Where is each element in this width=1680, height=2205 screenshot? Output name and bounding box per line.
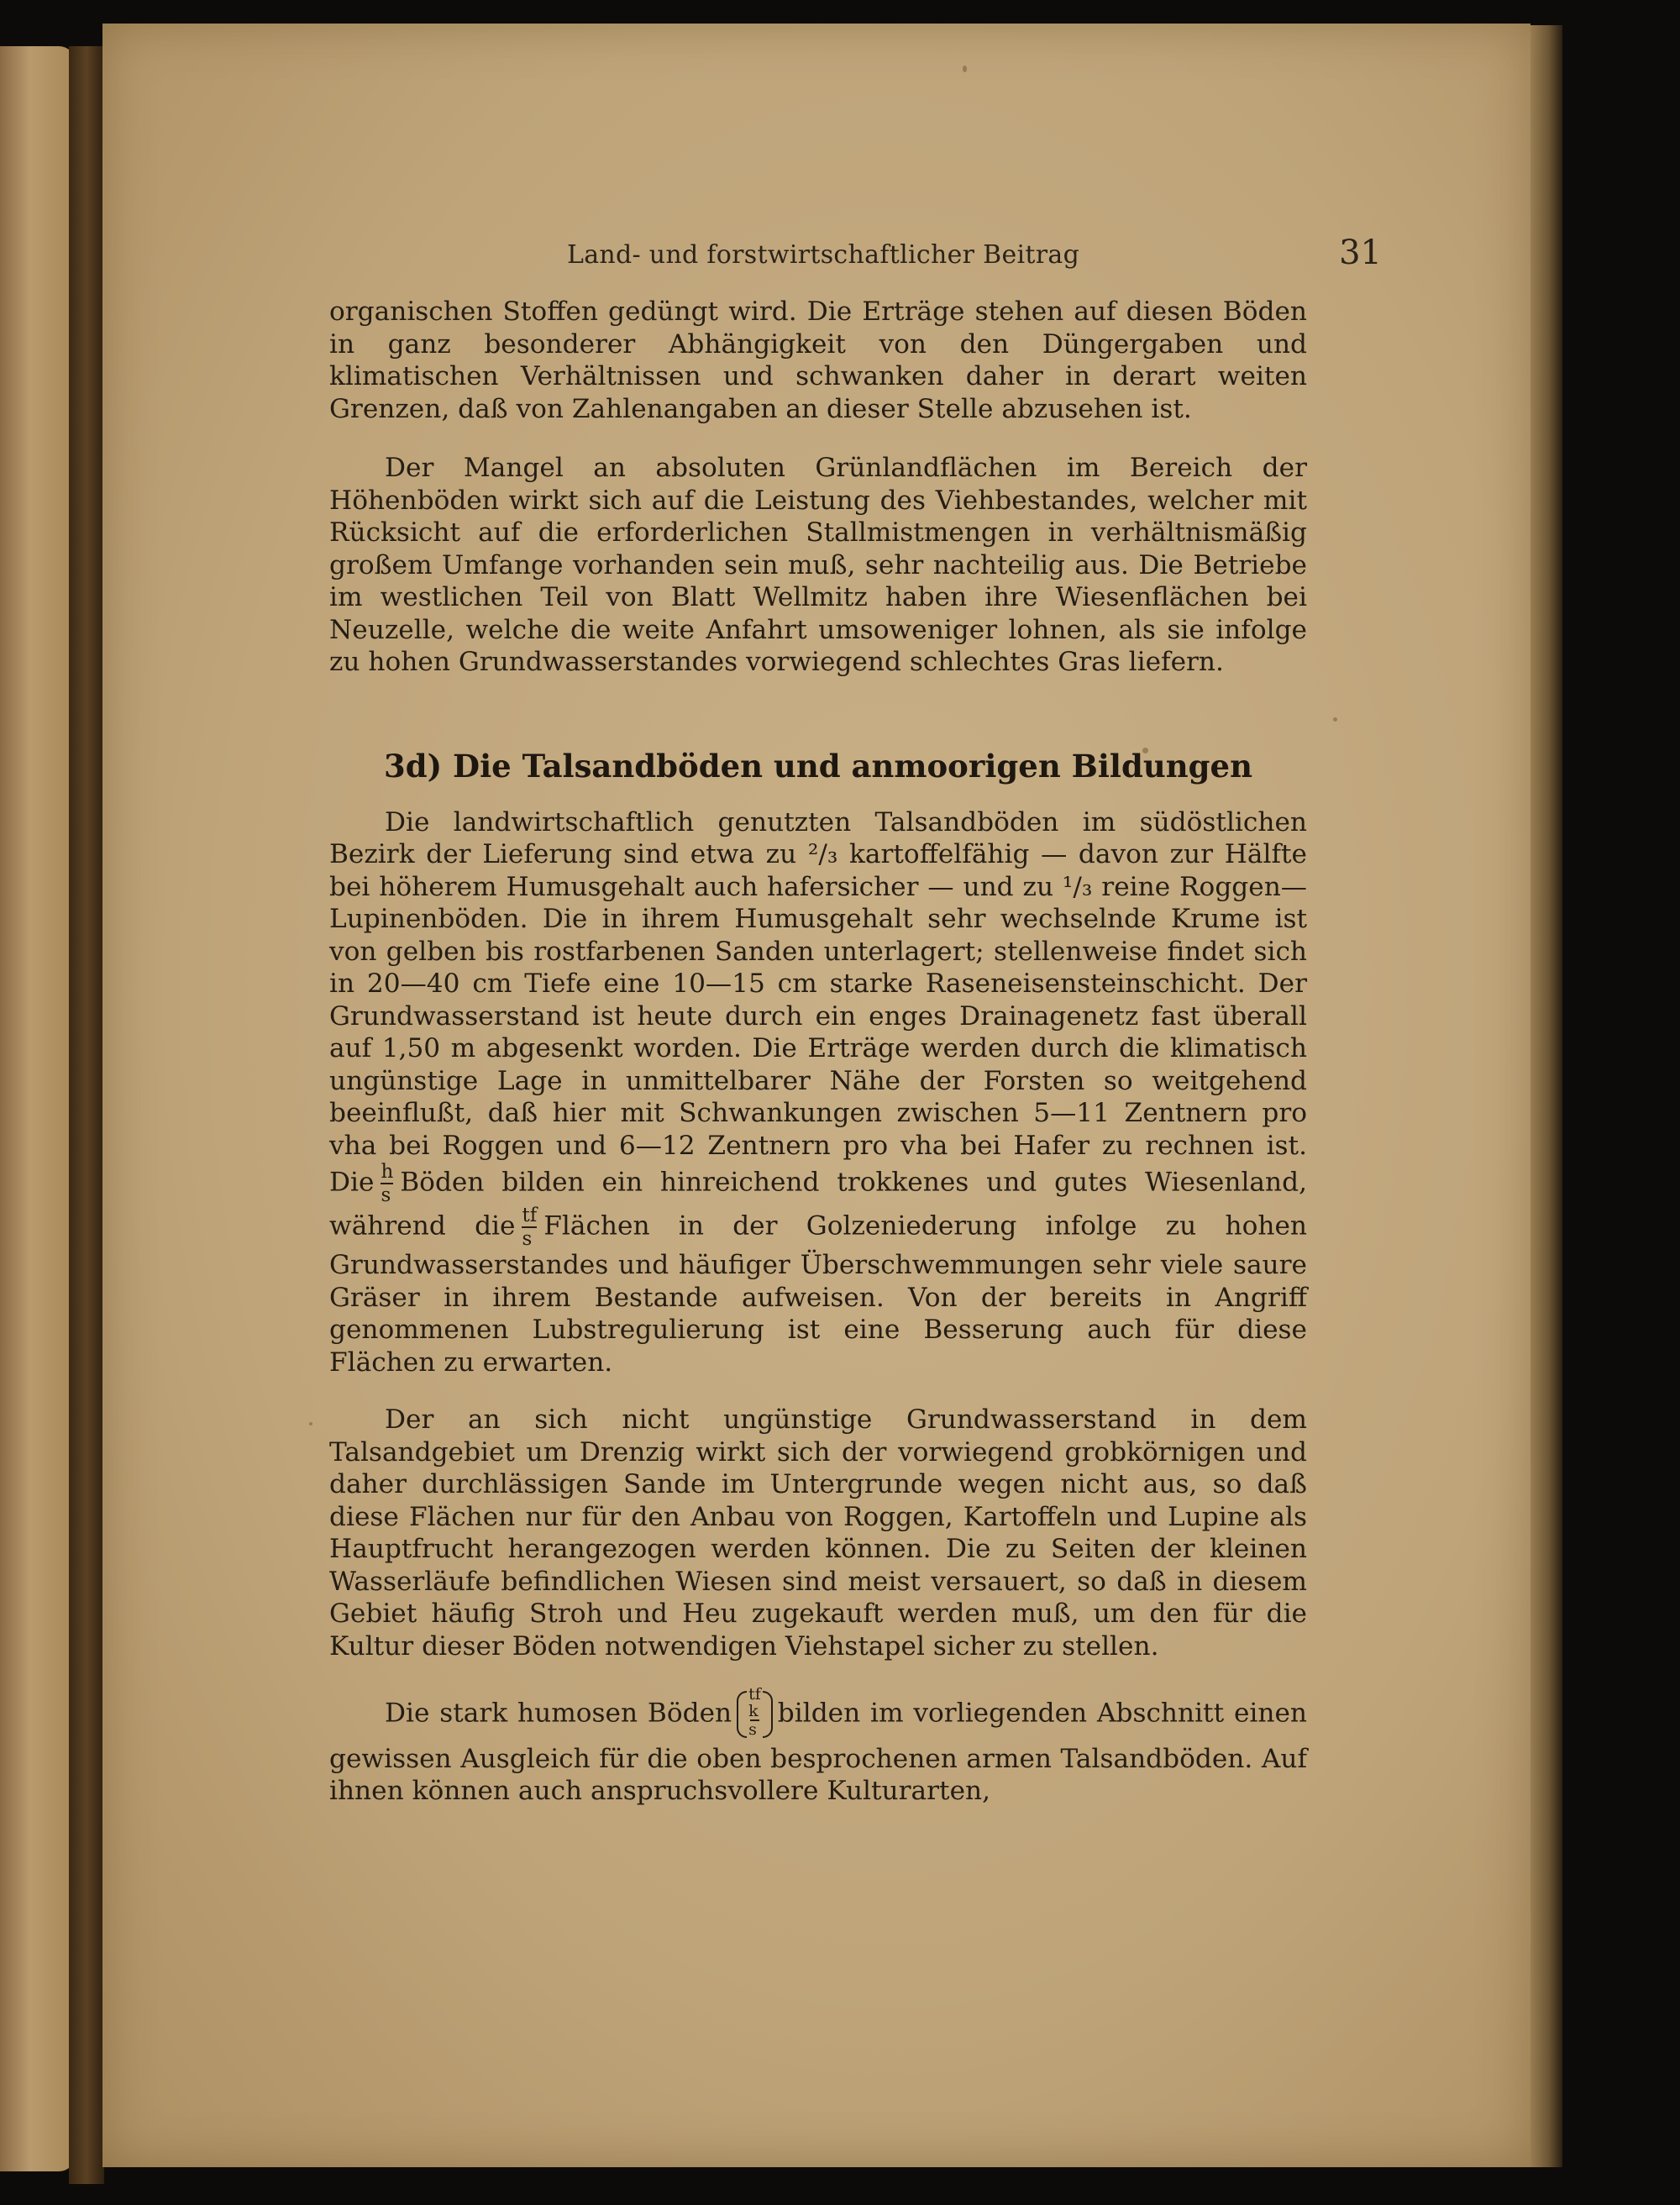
left-parenthesis xyxy=(737,1691,747,1738)
formula-top: tf xyxy=(748,1685,761,1704)
section-heading: 3d) Die Talsandböden und anmoorigen Bildungen xyxy=(384,747,1252,785)
left-page-edge xyxy=(0,46,76,2171)
paragraph-drenzig: Der an sich nicht ungünstige Grundwasserstand in dem Talsandgebiet um Drenzig wirkt sich der vorwiegend grobkörnigen und daher durchlässigen Sande im Untergrunde wegen nicht aus, so daß diese Flächen nur für den Anbau von Roggen, Kartoffeln und Lupine als Hauptfrucht herangezogen werden können. Die zu Seiten der kleinen Wasserläufe befindlichen Wiesen sind meist versauert, so daß in diesem Gebiet häufig Stroh und Heu zugekauft werden muß, um den für die Kultur dieser Böden notwendigen Viehstapel sicher zu stellen. xyxy=(329,1404,1307,1662)
soil-fraction-tf-s xyxy=(522,1205,537,1249)
paper-speck xyxy=(309,1422,312,1425)
fraction-denominator: s xyxy=(381,1184,391,1206)
paragraph-talsand-text: Die landwirtschaftlich genutzten Talsandböden im südöstlichen Bezirk der Lieferung sind etwa zu ²/₃ kartoffelfähig — davon zur Hälfte bei höherem Humusgehalt auch hafersicher — und zu ¹/₃ reine Roggen—Lupinenböden. Die in ihrem Humusgehalt sehr wechselnde Krume ist von gelben bis rostfarbenen Sanden unterlagert; stellenweise findet sich in 20—40 cm Tiefe eine 10—15 cm starke Raseneisensteinschicht. Der Grundwasserstand ist heute durch ein enges Drainagenetz fast überall auf 1,50 m abgesenkt worden. Die Erträge werden durch die klimatisch ungünstige Lage in unmittelbarer Nähe der Forsten so weitgehend beeinflußt, daß hier mit Schwankungen zwischen 5—11 Zentnern pro vha bei Roggen und 6—12 Zentnern pro vha bei Hafer zu rechnen ist. Die xyxy=(329,806,1307,1198)
page-header xyxy=(433,234,1382,276)
paragraph-continued: organischen Stoffen gedüngt wird. Die Erträge stehen auf diesen Böden in ganz besonderer Abhängigkeit von den Düngergaben und klimatischen Verhältnissen und schwanken daher in derart weiten Grenzen, daß von Zahlenangaben an dieser Stelle abzusehen ist. xyxy=(329,297,1307,424)
paragraph-talsand-text-3: Flächen in der Golzeniederung infolge zu hohen Grundwasserstandes und häufiger Überschwemmungen sehr viele saure Gräser in ihrem Bestande aufweisen. Von der bereits in Angriff genommenen Lubstregulierung ist eine Besserung auch für diese Flächen zu erwarten. xyxy=(329,1210,1307,1378)
page-number: 31 xyxy=(1339,234,1382,272)
paragraph-talsand-text-2: Böden bilden ein hinreichend trokkenes und gutes Wiesenland, während die xyxy=(329,1167,1307,1242)
paragraph-humose-text: Die stark humosen Böden xyxy=(385,1698,732,1729)
paragraph-humose-text-2: bilden im vorliegenden Abschnitt einen gewissen Ausgleich für die oben besprochenen armen Talsandböden. Auf ihnen können auch anspruchsvollere Kulturarten, xyxy=(329,1698,1308,1806)
fraction-denominator: s xyxy=(522,1228,533,1250)
paper-speck xyxy=(963,66,967,72)
formula-bottom: s xyxy=(748,1720,757,1739)
right-page-edge xyxy=(1527,25,1562,2167)
paper-speck xyxy=(1333,717,1337,722)
running-title: Land- und forstwirtschaftlicher Beitrag xyxy=(567,240,1080,270)
paragraph-grassland: Der Mangel an absoluten Grünlandflächen im Bereich der Höhenböden wirkt sich auf die Leistung des Viehbestandes, welcher mit Rücksicht auf die erforderlichen Stallmistmengen in verhältnismäßig großem Umfange vorhanden sein muß, sehr nachteilig aus. Die Betriebe im westlichen Teil von Blatt Wellmitz haben ihre Wiesenflächen bei Neuzelle, welche die weite Anfahrt umsoweniger lohnen, als sie infolge zu hohen Grundwasserstandes vorwiegend schlechtes Gras liefern. xyxy=(329,453,1307,677)
paragraph-talsand xyxy=(329,806,1307,1379)
paragraph-humose-soils xyxy=(329,1686,1307,1808)
book-gutter xyxy=(69,46,104,2184)
fraction-numerator: h xyxy=(381,1161,394,1183)
formula-middle: k xyxy=(748,1702,759,1720)
formula-stack xyxy=(748,1686,761,1738)
fraction-numerator: tf xyxy=(522,1205,538,1226)
body-text xyxy=(329,296,1307,1808)
soil-formula-tf-k-s xyxy=(737,1686,773,1743)
soil-fraction-h-s xyxy=(381,1162,393,1205)
right-parenthesis xyxy=(763,1691,773,1738)
